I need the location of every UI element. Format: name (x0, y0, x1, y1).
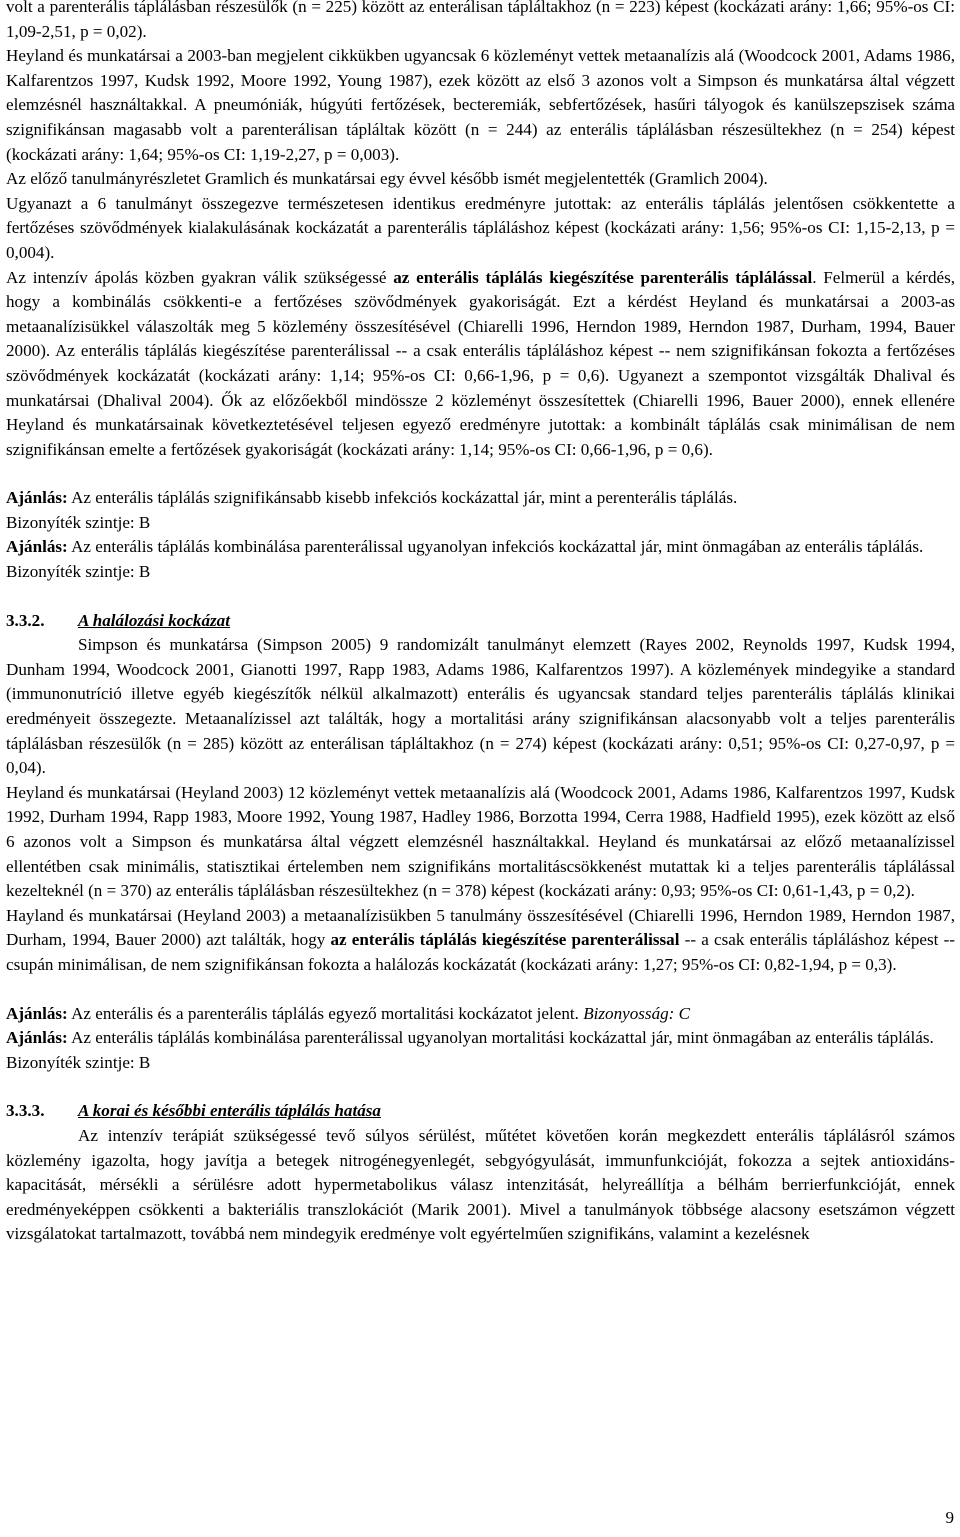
recommendation-label: Ajánlás: (6, 488, 68, 508)
evidence-level: Bizonyíték szintje: B (6, 512, 151, 532)
section-number: 3.3.2. (6, 610, 45, 630)
document-page (6, 0, 955, 1247)
bold-phrase: az enterális táplálás kiegészítése parenterálissal (330, 930, 680, 950)
bold-phrase: az enterális táplálás kiegészítése parenterális táplálással (393, 267, 813, 287)
recommendation (6, 535, 955, 560)
recommendation (6, 1002, 955, 1027)
spacer (6, 462, 955, 486)
recommendation-text: Az enterális táplálás szignifikánsabb kisebb infekciós kockázattal jár, mint a perenterális táplálás. (67, 488, 738, 508)
spacer (6, 585, 955, 609)
text-run: . Felmerül a kérdés, hogy a kombinálás csökkenti-e a fertőzéses szövődmények gyakoriságát. Ezt a kérdést Heyland és munkatársai a 2003-as metaanalízisükkel válaszolták meg 5 közlemény összesítésével (Chiarelli 1996, Herndon 1989, Herndon 1987, Durham, 1994, Bauer 2000). Az enterális táplálás kiegészítése parenterálissal -- a csak enterális tápláláshoz képest -- nem szignifikánsan fokozta a fertőzéses szövődmények kockázatát (kockázati arány: 1,14; 95%-os CI: 0,66-1,96, p = 0,6). Ugyanezt a szempontot vizsgálták Dhalival és munkatársai (Dhalival 2004). Ők az előzőekből mindössze 2 közleményt összesítettek (Chiarelli 1996, Bauer 2000), ennek ellenére Heyland és munkatársainak következtetésével teljesen egyező eredményre jutottak: a kombinált táplálás csak minimálisan de nem szignifikánsan emelte a fertőzések gyakoriságát (kockázati arány: 1,14; 95%-os CI: 0,66-1,96, p = 0,6). (6, 267, 956, 459)
recommendation (6, 1026, 955, 1051)
page-number: 9 (945, 1508, 954, 1528)
text-run: -- a csak enterális tápláláshoz képest -- csupán minimálisan, de nem szignifikánsan fokozta a halálozás kockázatát (kockázati arány: 1,27; 95%-os CI: 0,82-1,94, p = 0,3). (6, 930, 955, 974)
paragraph-gramlich: Az előző tanulmányrészletet Gramlich és munkatársai egy évvel később ismét megjelentették (Gramlich 2004). (6, 169, 768, 189)
section-title: A korai és későbbi enterális táplálás hatása (78, 1101, 381, 1121)
evidence-level: Bizonyíték szintje: B (6, 1052, 151, 1072)
section-heading (6, 1099, 955, 1124)
paragraph-simpson-mortality: Simpson és munkatársa (Simpson 2005) 9 randomizált tanulmányt elemzett (Rayes 2002, Reynolds 1997, Kudsk 1994, Dunham 1994, Woodcock 2001, Gianotti 1997, Rapp 1983, Adams 1986, Kalfarentzos 1997). A közlemények mindegyike a standard (immunonutríció illetve egyéb kiegészítők nélkül alkalmazott) enterális és ugyancsak standard teljes parenterális táplálás klinikai eredményeit összegezte. Metaanalízissel azt találták, hogy a mortalitási arány szignifikánsan alacsonyabb volt a teljes parenterális táplálásban részesülők (n = 285) között az enterálisan tápláltakhoz (n = 274) képest (kockázati arány: 0,51; 95%-os CI: 0,27-0,97, p = 0,04). (6, 635, 955, 778)
paragraph-continuation: volt a parenterális táplálásban részesülők (n = 225) között az enterálisan tápláltakhoz (n = 223) képest (kockázati arány: 1,66; 95%-os CI: 1,09-2,51, p = 0,02). (6, 0, 955, 41)
recommendation-text: Az enterális és a parenterális táplálás egyező mortalitási kockázatot jelent. (67, 1003, 584, 1023)
paragraph-hayland-combined (6, 904, 955, 978)
paragraph-combined-feeding (6, 266, 955, 463)
recommendation-text: Az enterális táplálás kombinálása parenterálissal ugyanolyan mortalitási kockázattal jár, mint önmagában az enterális táplálás. (67, 1028, 934, 1048)
paragraph-six-studies: Ugyanazt a 6 tanulmányt összegezve természetesen identikus eredményre jutottak: az enterális táplálás jelentősen csökkentette a fertőzéses szövődmények kialakulásának kockázatát a parenterális tápláláshoz képest (kockázati arány: 1,56; 95%-os CI: 1,15-2,13, p = 0,004). (6, 193, 955, 262)
spacer (6, 978, 955, 1002)
section-title: A halálozási kockázat (78, 610, 230, 630)
section-number: 3.3.3. (6, 1101, 45, 1121)
recommendation (6, 486, 955, 511)
paragraph-heyland-mortality: Heyland és munkatársai (Heyland 2003) 12 közleményt vettek metaanalízis alá (Woodcock 2001, Adams 1986, Kalfarentzos 1997, Kudsk 1992, Durham 1994, Rapp 1983, Moore 1992, Young 1987, Hadley 1986, Borzotta 1994, Cerra 1988, Hadfield 1995), ezek között az első 6 azonos volt a Simpson és munkatársa által végzett elemzésnél használtakkal. Heyland és munkatársai az előző metaanalízissel ellentétben csak minimális, statisztikai értelemben nem szignifikáns mortalitáscsökkenést mutattak ki a teljes parenterális táplálással kezelteknél (n = 370) az enterális táplálásban részesültekhez (n = 378) képest (kockázati arány: 0,93; 95%-os CI: 0,61-1,43, p = 0,2). (6, 782, 955, 901)
evidence-level: Bizonyíték szintje: B (6, 562, 151, 582)
recommendation-label: Ajánlás: (6, 1003, 68, 1023)
paragraph-heyland-infection: Heyland és munkatársai a 2003-ban megjelent cikkükben ugyancsak 6 közleményt vettek metaanalízis alá (Woodcock 2001, Adams 1986, Kalfarentzos 1997, Kudsk 1992, Moore 1992, Young 1987), ezek között az első 3 azonos volt a Simpson és munkatársa által végzett elemzésnél használtakkal. A pneumóniák, húgyúti fertőzések, becteremiák, sebfertőzések, hasűri tályogok és kanülszepszisek száma szignifikánsan magasabb volt a parenterálisan tápláltak között (n = 244) az enterális táplálásban részesültekhez (n = 254) képest (kockázati arány: 1,64; 95%-os CI: 1,19-2,27, p = 0,003). (6, 46, 955, 164)
certainty-level: Bizonyosság: C (583, 1003, 691, 1023)
recommendation-label: Ajánlás: (6, 1028, 68, 1048)
section-heading (6, 609, 955, 634)
spacer (6, 1075, 955, 1099)
paragraph-early-enteral: Az intenzív terápiát szükségessé tevő súlyos sérülést, műtétet követően korán megkezdett enterális táplálásról számos közlemény igazolta, hogy javítja a betegek nitrogénegyenlegét, sebgyógyulását, immunfunkcióját, fokozza a sejtek antioxidáns-kapacitását, mérsékli a sérülésre adott hypermetabolikus válasz intenzitását, helyreállítja a bélhám berrierfunkcióját, ennek eredményeképpen csökkenti a bakteriális transzlokációt (Marik 2001). Mivel a tanulmányok többsége alacsony esetszámon végzett vizsgálatokat tartalmazott, továbbá nem mindegyik eredménye volt egyértelműen szignifikáns, valamint a kezelésnek (6, 1125, 955, 1244)
text-run: Hayland és munkatársai (Heyland 2003) a metaanalízisükben 5 tanulmány összesítésével (Chiarelli 1996, Herndon 1989, Herndon 1987, Durham, 1994, Bauer 2000) azt találták, hogy (6, 905, 955, 950)
recommendation-text: Az enterális táplálás kombinálása parenterálissal ugyanolyan infekciós kockázattal jár, mint önmagában az enterális táplálás. (67, 537, 924, 557)
recommendation-label: Ajánlás: (6, 537, 68, 557)
text-run: Az intenzív ápolás közben gyakran válik szükségessé (6, 267, 394, 287)
